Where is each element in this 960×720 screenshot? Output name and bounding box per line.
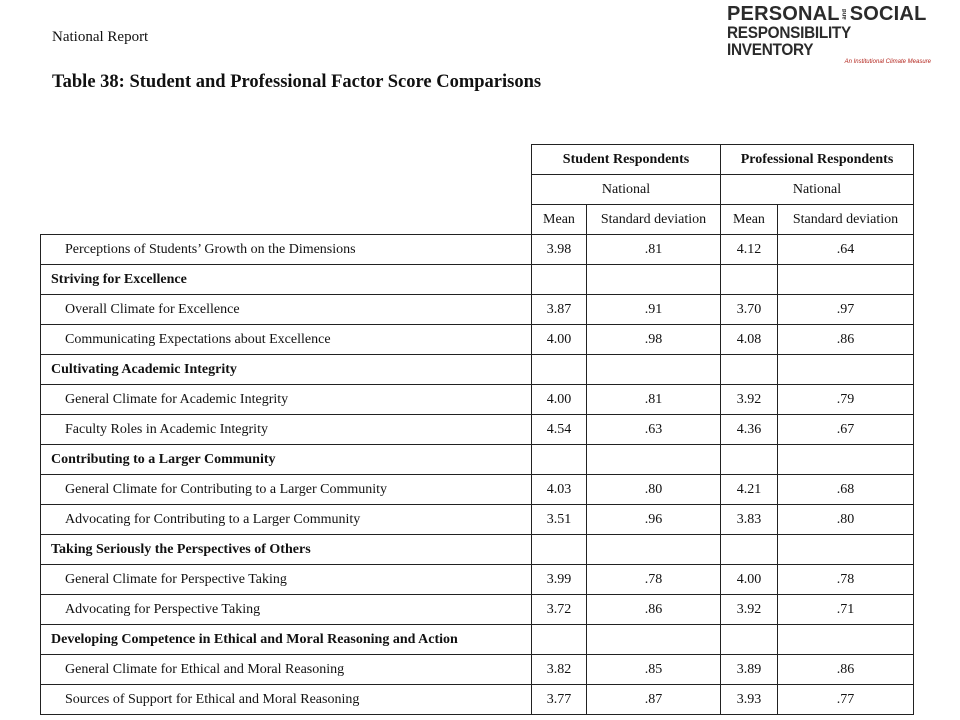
section-row bbox=[41, 265, 914, 295]
professional-sd-cell: .97 bbox=[778, 295, 914, 325]
student-sd-cell: .81 bbox=[587, 385, 721, 415]
student-mean-cell: 3.87 bbox=[532, 295, 587, 325]
empty-cell bbox=[532, 265, 587, 295]
professional-mean-cell: 3.92 bbox=[721, 595, 778, 625]
header-blank-cell bbox=[41, 145, 532, 175]
section-label: Cultivating Academic Integrity bbox=[41, 355, 532, 385]
student-mean-cell: 4.54 bbox=[532, 415, 587, 445]
table-row bbox=[41, 235, 914, 265]
professional-mean-cell: 4.08 bbox=[721, 325, 778, 355]
group-header-students: Student Respondents bbox=[532, 145, 721, 175]
professional-sd-cell: .67 bbox=[778, 415, 914, 445]
empty-cell bbox=[587, 445, 721, 475]
header-row-columns bbox=[41, 205, 914, 235]
logo-word-and: and bbox=[841, 8, 848, 20]
student-sd-cell: .80 bbox=[587, 475, 721, 505]
row-label: Advocating for Perspective Taking bbox=[41, 595, 532, 625]
student-sd-cell: .98 bbox=[587, 325, 721, 355]
professional-sd-cell: .78 bbox=[778, 565, 914, 595]
empty-cell bbox=[721, 535, 778, 565]
col-header-student-sd: Standard deviation bbox=[587, 205, 721, 235]
student-sd-cell: .91 bbox=[587, 295, 721, 325]
professional-mean-cell: 3.89 bbox=[721, 655, 778, 685]
subgroup-header-students: National bbox=[532, 175, 721, 205]
empty-cell bbox=[587, 535, 721, 565]
professional-sd-cell: .86 bbox=[778, 655, 914, 685]
professional-mean-cell: 3.83 bbox=[721, 505, 778, 535]
row-label: Faculty Roles in Academic Integrity bbox=[41, 415, 532, 445]
professional-sd-cell: .77 bbox=[778, 685, 914, 715]
section-row bbox=[41, 625, 914, 655]
logo-word-social: SOCIAL bbox=[849, 3, 927, 25]
empty-cell bbox=[778, 265, 914, 295]
row-label: General Climate for Contributing to a Larger Community bbox=[41, 475, 532, 505]
table-row bbox=[41, 595, 914, 625]
col-header-student-mean: Mean bbox=[532, 205, 587, 235]
table-row bbox=[41, 505, 914, 535]
professional-mean-cell: 4.12 bbox=[721, 235, 778, 265]
row-label: Perceptions of Students’ Growth on the Dimensions bbox=[41, 235, 532, 265]
student-mean-cell: 4.03 bbox=[532, 475, 587, 505]
student-sd-cell: .86 bbox=[587, 595, 721, 625]
logo-tagline: An Institutional Climate Measure bbox=[844, 59, 931, 65]
professional-sd-cell: .64 bbox=[778, 235, 914, 265]
professional-sd-cell: .86 bbox=[778, 325, 914, 355]
student-sd-cell: .81 bbox=[587, 235, 721, 265]
row-label: Sources of Support for Ethical and Moral Reasoning bbox=[41, 685, 532, 715]
header-blank-cell bbox=[41, 205, 532, 235]
header-row-subgroups bbox=[41, 175, 914, 205]
student-sd-cell: .85 bbox=[587, 655, 721, 685]
table-row bbox=[41, 655, 914, 685]
col-header-professional-sd: Standard deviation bbox=[778, 205, 914, 235]
table-row bbox=[41, 475, 914, 505]
section-label: Contributing to a Larger Community bbox=[41, 445, 532, 475]
empty-cell bbox=[778, 445, 914, 475]
student-mean-cell: 3.99 bbox=[532, 565, 587, 595]
logo-line-2: RESPONSIBILITY INVENTORY bbox=[727, 24, 851, 59]
row-label: General Climate for Perspective Taking bbox=[41, 565, 532, 595]
empty-cell bbox=[778, 355, 914, 385]
student-mean-cell: 3.51 bbox=[532, 505, 587, 535]
section-row bbox=[41, 355, 914, 385]
student-mean-cell: 3.77 bbox=[532, 685, 587, 715]
student-mean-cell: 4.00 bbox=[532, 325, 587, 355]
report-label: National Report bbox=[52, 29, 149, 45]
student-mean-cell: 3.72 bbox=[532, 595, 587, 625]
header-row-groups bbox=[41, 145, 914, 175]
empty-cell bbox=[532, 625, 587, 655]
student-mean-cell: 3.82 bbox=[532, 655, 587, 685]
row-label: Communicating Expectations about Excellence bbox=[41, 325, 532, 355]
student-mean-cell: 3.98 bbox=[532, 235, 587, 265]
comparison-table bbox=[40, 144, 914, 715]
student-sd-cell: .63 bbox=[587, 415, 721, 445]
row-label: General Climate for Ethical and Moral Reasoning bbox=[41, 655, 532, 685]
empty-cell bbox=[532, 535, 587, 565]
logo bbox=[727, 4, 933, 65]
section-label: Developing Competence in Ethical and Moral Reasoning and Action bbox=[41, 625, 532, 655]
row-label: General Climate for Academic Integrity bbox=[41, 385, 532, 415]
table-row bbox=[41, 385, 914, 415]
student-mean-cell: 4.00 bbox=[532, 385, 587, 415]
section-row bbox=[41, 445, 914, 475]
professional-sd-cell: .71 bbox=[778, 595, 914, 625]
logo-word-personal: PERSONAL bbox=[727, 3, 840, 25]
row-label: Overall Climate for Excellence bbox=[41, 295, 532, 325]
empty-cell bbox=[532, 355, 587, 385]
col-header-professional-mean: Mean bbox=[721, 205, 778, 235]
logo-line-1 bbox=[727, 4, 933, 24]
professional-mean-cell: 4.21 bbox=[721, 475, 778, 505]
section-label: Striving for Excellence bbox=[41, 265, 532, 295]
empty-cell bbox=[532, 445, 587, 475]
table-title: Table 38: Student and Professional Factor Score Comparisons bbox=[52, 72, 542, 92]
professional-sd-cell: .80 bbox=[778, 505, 914, 535]
student-sd-cell: .78 bbox=[587, 565, 721, 595]
empty-cell bbox=[587, 355, 721, 385]
empty-cell bbox=[721, 445, 778, 475]
student-sd-cell: .96 bbox=[587, 505, 721, 535]
student-sd-cell: .87 bbox=[587, 685, 721, 715]
table-row bbox=[41, 325, 914, 355]
empty-cell bbox=[721, 355, 778, 385]
header-blank-cell bbox=[41, 175, 532, 205]
table-row bbox=[41, 565, 914, 595]
group-header-professionals: Professional Respondents bbox=[721, 145, 914, 175]
subgroup-header-professionals: National bbox=[721, 175, 914, 205]
professional-sd-cell: .68 bbox=[778, 475, 914, 505]
table-row bbox=[41, 685, 914, 715]
professional-sd-cell: .79 bbox=[778, 385, 914, 415]
table-row bbox=[41, 295, 914, 325]
empty-cell bbox=[587, 265, 721, 295]
section-label: Taking Seriously the Perspectives of Others bbox=[41, 535, 532, 565]
professional-mean-cell: 4.36 bbox=[721, 415, 778, 445]
empty-cell bbox=[721, 625, 778, 655]
empty-cell bbox=[587, 625, 721, 655]
professional-mean-cell: 4.00 bbox=[721, 565, 778, 595]
section-row bbox=[41, 535, 914, 565]
empty-cell bbox=[721, 265, 778, 295]
table-row bbox=[41, 415, 914, 445]
professional-mean-cell: 3.93 bbox=[721, 685, 778, 715]
professional-mean-cell: 3.92 bbox=[721, 385, 778, 415]
empty-cell bbox=[778, 625, 914, 655]
row-label: Advocating for Contributing to a Larger Community bbox=[41, 505, 532, 535]
empty-cell bbox=[778, 535, 914, 565]
professional-mean-cell: 3.70 bbox=[721, 295, 778, 325]
